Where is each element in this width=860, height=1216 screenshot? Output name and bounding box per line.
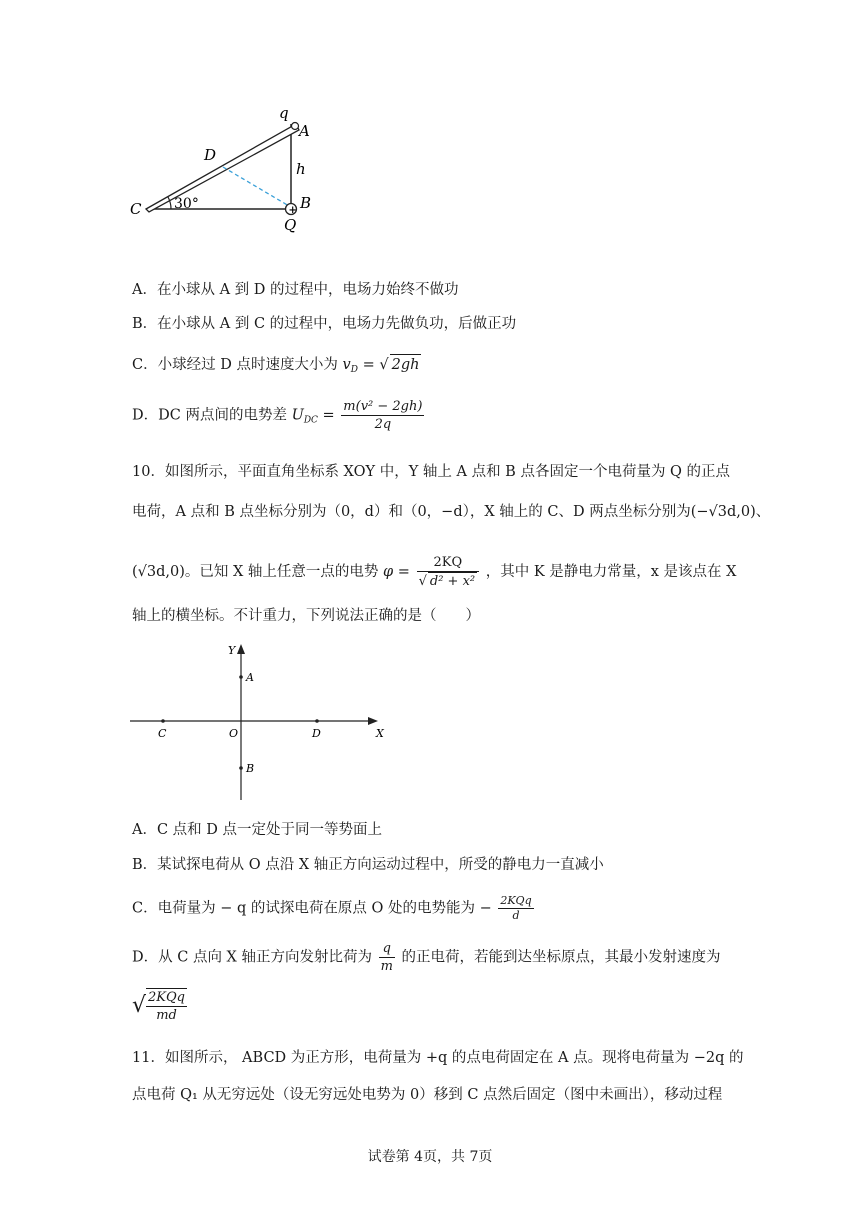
point-D [315, 719, 319, 723]
dashed-line-DB [223, 167, 289, 206]
q11-line-2: 点电荷 Q₁ 从无穷远处（设无穷远处电势为 0）移到 C 点然后固定（图中未画出），移动过程 [132, 1087, 723, 1103]
q9-option-a: A．在小球从 A 到 D 的过程中，电场力始终不做功 [132, 282, 459, 298]
q10-option-c: C．电荷量为 − q 的试探电荷在原点 O 处的电势能为 − $\frac{\text{2KQq}}{d}$ [132, 894, 532, 922]
label-Q: Q [284, 216, 297, 234]
q10-line-3 [132, 554, 737, 590]
q10-option-b: B．某试探电荷从 O 点沿 X 轴正方向运动过程中，所受的静电力一直减小 [132, 857, 604, 873]
q9-option-d-U: U [291, 407, 304, 424]
coordinate-figure [126, 640, 396, 805]
incline-figure [126, 104, 326, 234]
q10-potential-num: 2KQ [417, 554, 480, 572]
q10-option-d-ratio-den: m [380, 959, 393, 974]
q10-option-c-num: 2KQq [500, 894, 532, 907]
q10-line-3b: ，其中 K 是静电力常量，x 是该点在 X [485, 564, 737, 580]
label-h: h [296, 160, 306, 178]
point-B [239, 766, 243, 770]
q9-option-c-text: C．小球经过 D 点时速度大小为 [132, 357, 338, 373]
point-C [161, 719, 165, 723]
q10-option-d-text2: 的正电荷，若能到达坐标原点，其最小发射速度为 [401, 949, 721, 966]
q10-line-2: 电荷，A 点和 B 点坐标分别为（0，d）和（0，−d），X 轴上的 C、D 两点坐标分别为(−√3d,0)、 [132, 504, 771, 520]
svg-text:+: + [288, 205, 297, 216]
q9-option-d-num: m(v² − 2gh) [343, 399, 423, 414]
q10-option-c-fraction [498, 894, 533, 923]
label-angle: 30° [174, 196, 199, 212]
ball-q [292, 123, 299, 130]
q9-option-b: B．在小球从 A 到 C 的过程中，电场力先做负功，后做正功 [132, 316, 517, 332]
label-D2: D [312, 727, 321, 740]
q10-potential-den: d² + x² [429, 574, 476, 589]
label-B: B [300, 194, 312, 212]
q10-potential-fraction: $\frac{2KQ}{\text{√ d² + x²}}$ [417, 554, 480, 590]
q11-line-1: 11．如图所示， ABCD 为正方形，电荷量为 +q 的点电荷固定在 A 点。现将电荷量为 −2q 的 [132, 1050, 744, 1066]
q9-option-d-sub: DC [303, 415, 318, 426]
label-A2: A [246, 671, 254, 684]
label-O: O [229, 727, 239, 740]
label-q: q [279, 104, 289, 122]
page-footer: 试卷第 4页，共 7页 [367, 1149, 493, 1165]
q10-option-c-text: C．电荷量为 − q 的试探电荷在原点 O 处的电势能为 [132, 900, 475, 917]
q9-option-c-v: v [342, 357, 351, 373]
q10-line-3a: (√3d,0)。已知 X 轴上任意一点的电势 [132, 564, 379, 580]
q10-phi: φ = [383, 564, 410, 580]
q10-option-d-answer-num: 2KQq [148, 990, 185, 1005]
q10-option-d [132, 940, 721, 975]
label-A: A [299, 122, 310, 140]
label-B2: B [246, 762, 255, 775]
q10-option-d-ratio-num: q [379, 940, 395, 958]
q9-option-c-sqrt: 2gh [390, 354, 422, 375]
q9-option-c: C．小球经过 D 点时速度大小为 $v_D$ = √ 2gh [132, 354, 421, 380]
q10-option-a: A．C 点和 D 点一定处于同一等势面上 [132, 822, 383, 838]
label-D: D [204, 146, 217, 164]
q9-option-d-text: D．DC 两点间的电势差 [132, 407, 287, 424]
q9-option-c-sub: D [350, 365, 358, 375]
q9-option-d-den: 2q [374, 417, 392, 432]
label-Y: Y [228, 644, 236, 657]
q10-option-d-ratio [379, 940, 395, 975]
label-X: X [376, 727, 384, 740]
q10-line-4: 轴上的横坐标。不计重力，下列说法正确的是（ ） [132, 608, 480, 624]
q10-option-d-answer-den: md [156, 1008, 177, 1023]
q10-option-c-den: d [512, 909, 520, 922]
q10-option-d-answer-fraction [146, 988, 187, 1024]
q10-line-1: 10．如图所示，平面直角坐标系 XOY 中，Y 轴上 A 点和 B 点各固定一个电荷量为 Q 的正点 [132, 464, 731, 480]
q9-option-d: D．DC 两点间的电势差 $U_{DC}$ = $\frac{\text{m(v² − 2gh)}}{2q}$ [132, 399, 423, 432]
point-A [239, 675, 243, 679]
q10-option-d-answer: √ $\frac{\text{2KQq}}{md}$ [132, 990, 185, 1023]
label-C2: C [158, 727, 167, 740]
q9-option-d-fraction [341, 398, 424, 433]
label-C: C [130, 200, 142, 218]
q10-option-d-text1: D．从 C 点向 X 轴正方向发射比荷为 [132, 949, 372, 966]
